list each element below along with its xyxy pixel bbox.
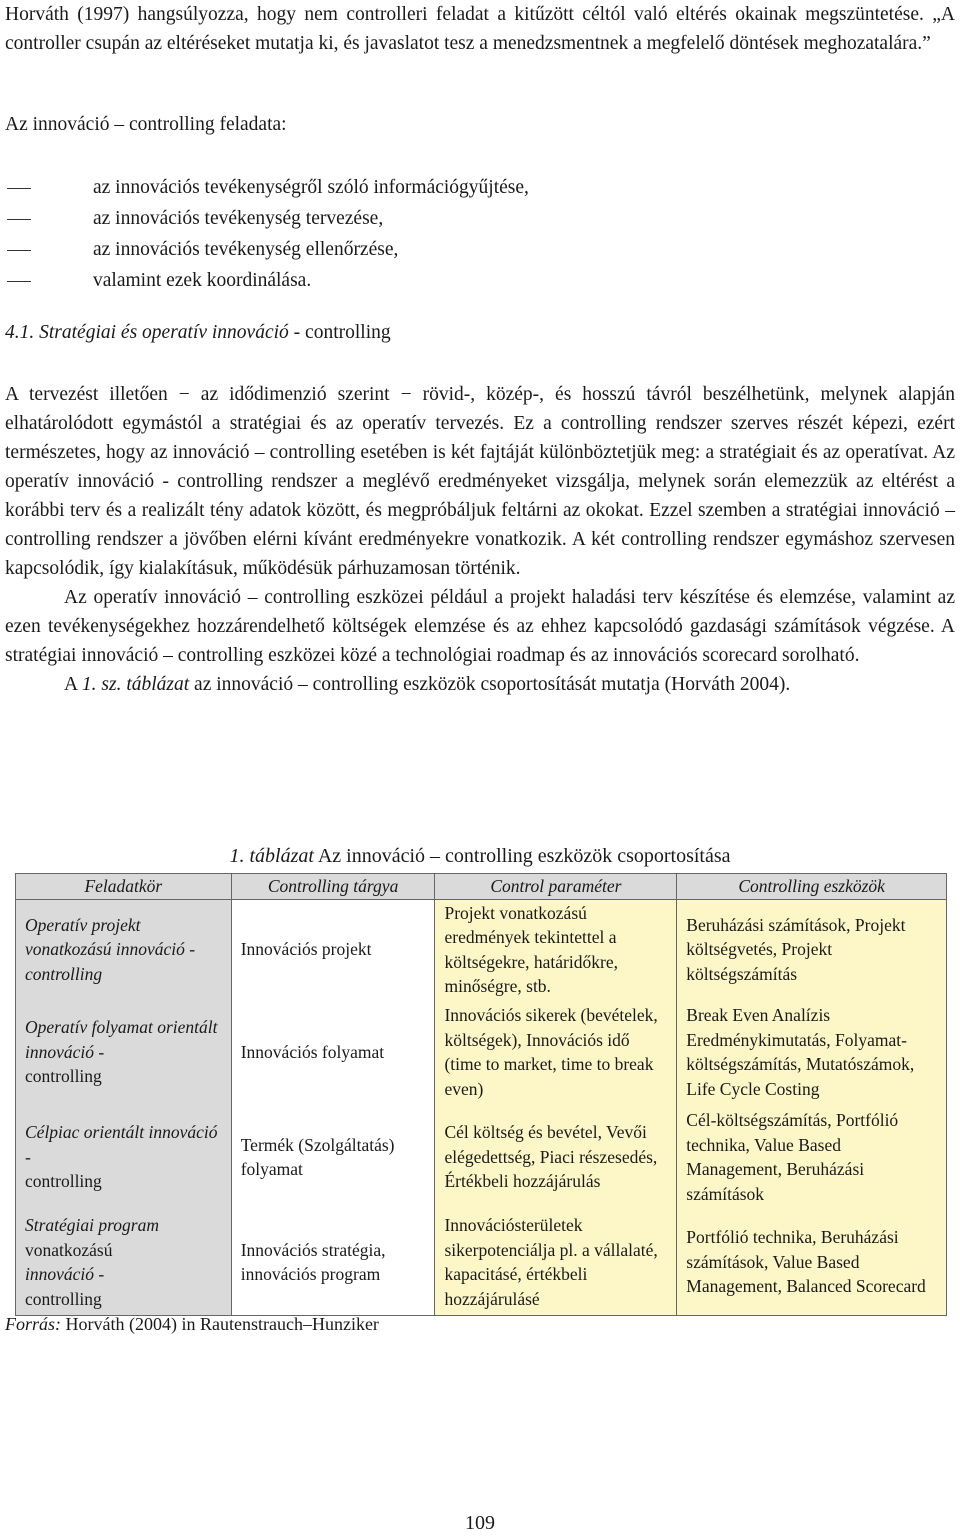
table-cell: Cél-költségszámítás, Portfólió technika, Value Based Management, Beruházási számítások [677,1105,947,1210]
table-cell: Innovációs folyamat [231,1000,435,1105]
tasks-heading: Az innováció – controlling feladata: [5,114,287,135]
table-cell: Stratégiai program vonatkozású innováció - controlling [16,1210,232,1316]
table-row [16,899,947,1000]
tools-table [15,873,947,1316]
table-header: Feladatkör [16,874,232,900]
list-item: valamint ezek koordinálása. [93,270,312,291]
table-cell: Termék (Szolgáltatás) folyamat [231,1105,435,1210]
table-source: Forrás: Horváth (2004) in Rautenstrauch–Hunziker [5,1314,379,1334]
table-cell: Cél költség és bevétel, Vevői elégedettség, Piaci részesedés, Értékbeli hozzájárulás [435,1105,677,1210]
table-cell: Portfólió technika, Beruházási számítások, Value Based Management, Balanced Scorecard [677,1210,947,1316]
table-header: Controlling eszközök [677,874,947,900]
table-cell: Innovációs stratégia, innovációs program [231,1210,435,1316]
table-cell: Beruházási számítások, Projekt költségvetés, Projekt költségszámítás [677,899,947,1000]
table-cell: Innovációsterületek sikerpotenciálja pl. a vállalaté, kapacitásé, értékbeli hozzájárulásé [435,1210,677,1316]
table-cell: Operatív projekt vonatkozású innováció - controlling [16,899,232,1000]
table-header: Control paraméter [435,874,677,900]
table-cell: Célpiac orientált innováció - controlling [16,1105,232,1210]
task-list [5,172,955,296]
table-row [16,1105,947,1210]
list-item: az innovációs tevékenység tervezése, [93,208,384,229]
section-body [5,380,955,699]
table-cell: Operatív folyamat orientált innováció - controlling [16,1000,232,1105]
table-caption: 1. táblázat Az innováció – controlling eszközök csoportosítása [229,845,731,867]
table-row [16,1000,947,1105]
table-row [16,1210,947,1316]
intro-paragraph: Horváth (1997) hangsúlyozza, hogy nem controlleri feladat a kitűzött céltól való eltérés okainak megszüntetése. „A controller csupán az eltéréseket mutatja ki, és javaslatot tesz a menedzsmentnek a megfelelő döntések meghozatalára.” [5,4,955,54]
body-paragraph: A tervezést illetően − az idődimenzió szerint − rövid-, közép-, és hosszú távról beszélhetünk, melynek alapján elhatárolódott egymástól a stratégiai és az operatív tervezés. Ez a controlling rendszer szerves részét képezi, ezért természetes, hogy az innováció – controlling esetében is két fajtáját különböztetjük meg: a stratégiait és az operatívat. Az operatív innováció - controlling rendszer a meglévő eredményeket vizsgálja, melynek során elemezzük az eltérést a korábbi terv és a realizált tény adatok között, és megpróbáljuk feltárni az okokat. Ezzel szemben a stratégiai innováció – controlling rendszer a jövőben elérni kívánt eredményekre vonatkozik. A két controlling rendszer egymáshoz szervesen kapcsolódik, így kialakításuk, működésük párhuzamosan történik. [5,384,955,579]
table-cell: Innovációs sikerek (bevételek, költségek), Innovációs idő (time to market, time to break even) [435,1000,677,1105]
body-paragraph: Az operatív innováció – controlling eszközei például a projekt haladási terv készítése és elemzése, valamint az ezen tevékenységekhez hozzárendelhető költségek elemzése és az ehhez kapcsolódó gazdasági számítások végzése. A stratégiai innováció – controlling eszközei közé a technológiai roadmap és az innovációs scorecard sorolható. [5,587,955,666]
table-header: Controlling tárgya [231,874,435,900]
table-cell: Break Even Analízis Eredménykimutatás, Folyamat-költségszámítás, Mutatószámok, Life Cycle Costing [677,1000,947,1105]
page-number: 109 [465,1512,495,1534]
list-item: az innovációs tevékenységről szóló információgyűjtése, [93,177,529,198]
table-cell: Innovációs projekt [231,899,435,1000]
table-cell: Projekt vonatkozású eredmények tekintettel a költségekre, határidőkre, minőségre, stb. [435,899,677,1000]
section-heading: 4.1. Stratégiai és operatív innováció - controlling [5,322,391,343]
body-paragraph: A 1. sz. táblázat az innováció – controlling eszközök csoportosítását mutatja (Horváth 2004). [64,674,791,695]
table-header-row [16,874,947,900]
list-item: az innovációs tevékenység ellenőrzése, [93,239,399,260]
